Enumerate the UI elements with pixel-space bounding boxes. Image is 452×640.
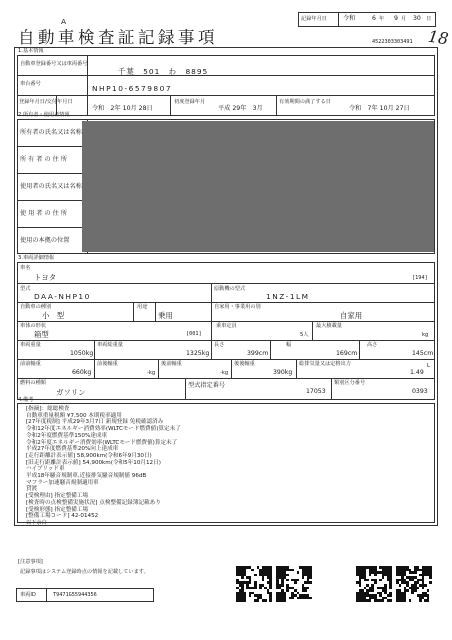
kind-value: 小 型 (42, 311, 65, 320)
weight-label: 車両重量 (20, 342, 41, 348)
remark-line: 令和2年度エネルギー消費効率(WLTCモード燃費値)算定未了 (26, 439, 178, 446)
class-number-value: 0393 (412, 388, 428, 395)
remark-line: [整備工場コード] 42-01452 (26, 513, 99, 520)
page-title: 自動車検査証記録事項 (18, 28, 218, 47)
remark-line: [27年度税制] 平成29年3月7日 新規登録 免税確認済み (26, 419, 164, 426)
use-value: 乗用 (158, 311, 173, 320)
day-unit: 日 (426, 16, 432, 22)
qr-code-icon (356, 566, 392, 602)
fuel-label: 燃料の種類 (20, 380, 46, 386)
length-label: 長さ (214, 342, 225, 348)
gross-weight-value: 1325kg (186, 350, 210, 357)
first-registration: 平成 29年 3月 (218, 105, 263, 112)
remark-line: 以下余白 (26, 519, 47, 526)
remark-line: 自動車重量税額 ¥7,500 本則税率適用 (26, 412, 122, 419)
remark-line: [受検形態] 指定整備工場 (26, 506, 89, 513)
vehicle-id-value: T9471G55944356 (53, 592, 97, 598)
class-number-label: 類別区分番号 (334, 380, 366, 386)
remark-line: [旧走行距離計表示値] 54,900km(令和5年10月12日) (26, 459, 161, 466)
model-label: 型式 (20, 286, 31, 292)
year-unit: 年 (379, 16, 385, 22)
rear-rear-axle-value: 390kg (273, 369, 293, 376)
expiry-date-label: 有効期間の満了する日 (279, 99, 331, 105)
month-unit: 月 (401, 16, 407, 22)
chassis-number-label: 車台番号 (20, 81, 41, 87)
owner-name-label: 所有者の氏名又は名称 (20, 129, 82, 136)
maker-code: [194] (412, 275, 428, 281)
qr-code-icon (396, 566, 432, 602)
maker-label: 車名 (20, 265, 31, 271)
remark-line: ハイブリッド車 (26, 466, 65, 473)
capacity-value: 5人 (300, 332, 309, 338)
max-load-label: 最大積載量 (316, 323, 342, 329)
registration-date: 令和 2年 10月 28日 (92, 105, 153, 112)
section-basic-title: 1.基本情報 (18, 48, 44, 54)
document-number: 4522303303491 (372, 39, 413, 45)
private-value: 自家用 (340, 311, 363, 320)
section-owner-title: 2.所有者・使用者情報 (18, 112, 70, 118)
remark-line: [走行距離計表示値] 58,900km(令和6年9月30日) (26, 452, 152, 459)
engine-label: 原動機の型式 (214, 286, 246, 292)
record-date-label: 記録年月日 (301, 16, 327, 22)
remark-line: 平成27年度燃費基準20%向上達成車 (26, 446, 119, 453)
fuel-value: ガソリン (56, 388, 86, 397)
displacement-unit: L (427, 363, 430, 369)
remark-line: 平成18年騒音規制車,近接排気騒音規制値 96dB (26, 473, 147, 479)
rear-front-axle-value: -kg (220, 370, 229, 376)
engine-value: 1NZ-1LM (266, 292, 310, 301)
remark-line: [指摘]：総総検査 (26, 406, 70, 412)
body-value: 箱型 (34, 330, 49, 339)
front-front-axle-label: 前前軸重 (20, 361, 41, 367)
body-label: 車体の形状 (20, 323, 46, 329)
user-address-label: 使 用 者 の 住 所 (20, 210, 67, 217)
vehicle-id-label: 車両ID (20, 592, 36, 598)
qr-code-icon (236, 566, 272, 602)
qr-code-icon (276, 566, 312, 602)
user-name-label: 使用者の氏名又は名称 (20, 183, 82, 190)
expiry-date: 令和 7年 10月 27日 (349, 105, 410, 112)
owner-address-label: 所 有 者 の 住 所 (20, 156, 67, 163)
remark-line: 令和2年度燃費基準150%達成車 (26, 432, 108, 439)
first-registration-label: 初度登録年月 (174, 99, 206, 105)
remark-line: 令和12年度エネルギー消費効率(WLTCモード燃費値)算定未了 (26, 426, 181, 433)
model-value: DAA-NHP10 (34, 292, 91, 301)
handwritten-note: 18 (426, 26, 450, 49)
record-era: 令和 (343, 15, 356, 22)
remark-line: [検査時の点検整備実施状況] 点検整備記録簿記載あり (26, 499, 161, 506)
private-label: 自家用・事業用の別 (214, 304, 261, 310)
width-value: 169cm (336, 350, 358, 357)
gross-weight-label: 車両総重量 (97, 342, 123, 348)
displacement-label: 総排気量又は定格出力 (299, 361, 351, 367)
type-number-label: 型式指定番号 (188, 382, 226, 389)
kind-label: 自動車の種別 (20, 304, 52, 310)
displacement-value: 1.49 (410, 369, 424, 376)
section-remarks-title: 4.備考 (18, 397, 34, 403)
remark-line: マフラー加速騒音規制適用車 (26, 479, 99, 486)
height-label: 高さ (367, 342, 378, 348)
remark-line: [受検理由] 指定整備工場 (26, 493, 89, 500)
record-month: 9 (394, 15, 398, 22)
body-code: [001] (186, 331, 202, 337)
front-rear-axle-label: 前後軸重 (97, 361, 118, 367)
record-year: 6 (372, 15, 376, 22)
front-rear-axle-value: -kg (147, 370, 156, 376)
type-number-value: 17053 (306, 388, 326, 395)
weight-value: 1050kg (70, 350, 94, 357)
chassis-number: NHP10-6579807 (92, 84, 173, 93)
front-front-axle-value: 660kg (72, 369, 92, 376)
max-load-value: kg (422, 332, 429, 338)
maker-value: トヨタ (34, 273, 57, 282)
length-value: 399cm (247, 350, 269, 357)
rear-front-axle-label: 後前軸重 (161, 361, 182, 367)
section-vehicle-title: 3.車両詳細情報 (18, 255, 55, 261)
registration-number-label: 自動車登録番号又は車両番号 (20, 61, 88, 67)
remark-line: 貸渡 (26, 486, 38, 493)
notes-text: 記録事項はシステム登録時点の情報を記載しています。 (20, 569, 149, 575)
capacity-label: 乗車定員 (216, 323, 237, 329)
use-label: 用途 (137, 304, 148, 310)
form-mark: A (61, 17, 67, 26)
height-value: 145cm (412, 350, 434, 357)
base-location-label: 使用の本拠の位置 (20, 237, 70, 244)
redaction-block (82, 121, 434, 252)
registration-date-label: 登録年月日/交付年月日 (19, 99, 73, 105)
rear-rear-axle-label: 後後軸重 (234, 361, 255, 367)
registration-number: 千葉 501 わ 8895 (118, 67, 209, 76)
width-label: 幅 (286, 342, 292, 348)
record-day: 30 (413, 15, 421, 22)
notes-title: [注意事項] (18, 559, 43, 565)
